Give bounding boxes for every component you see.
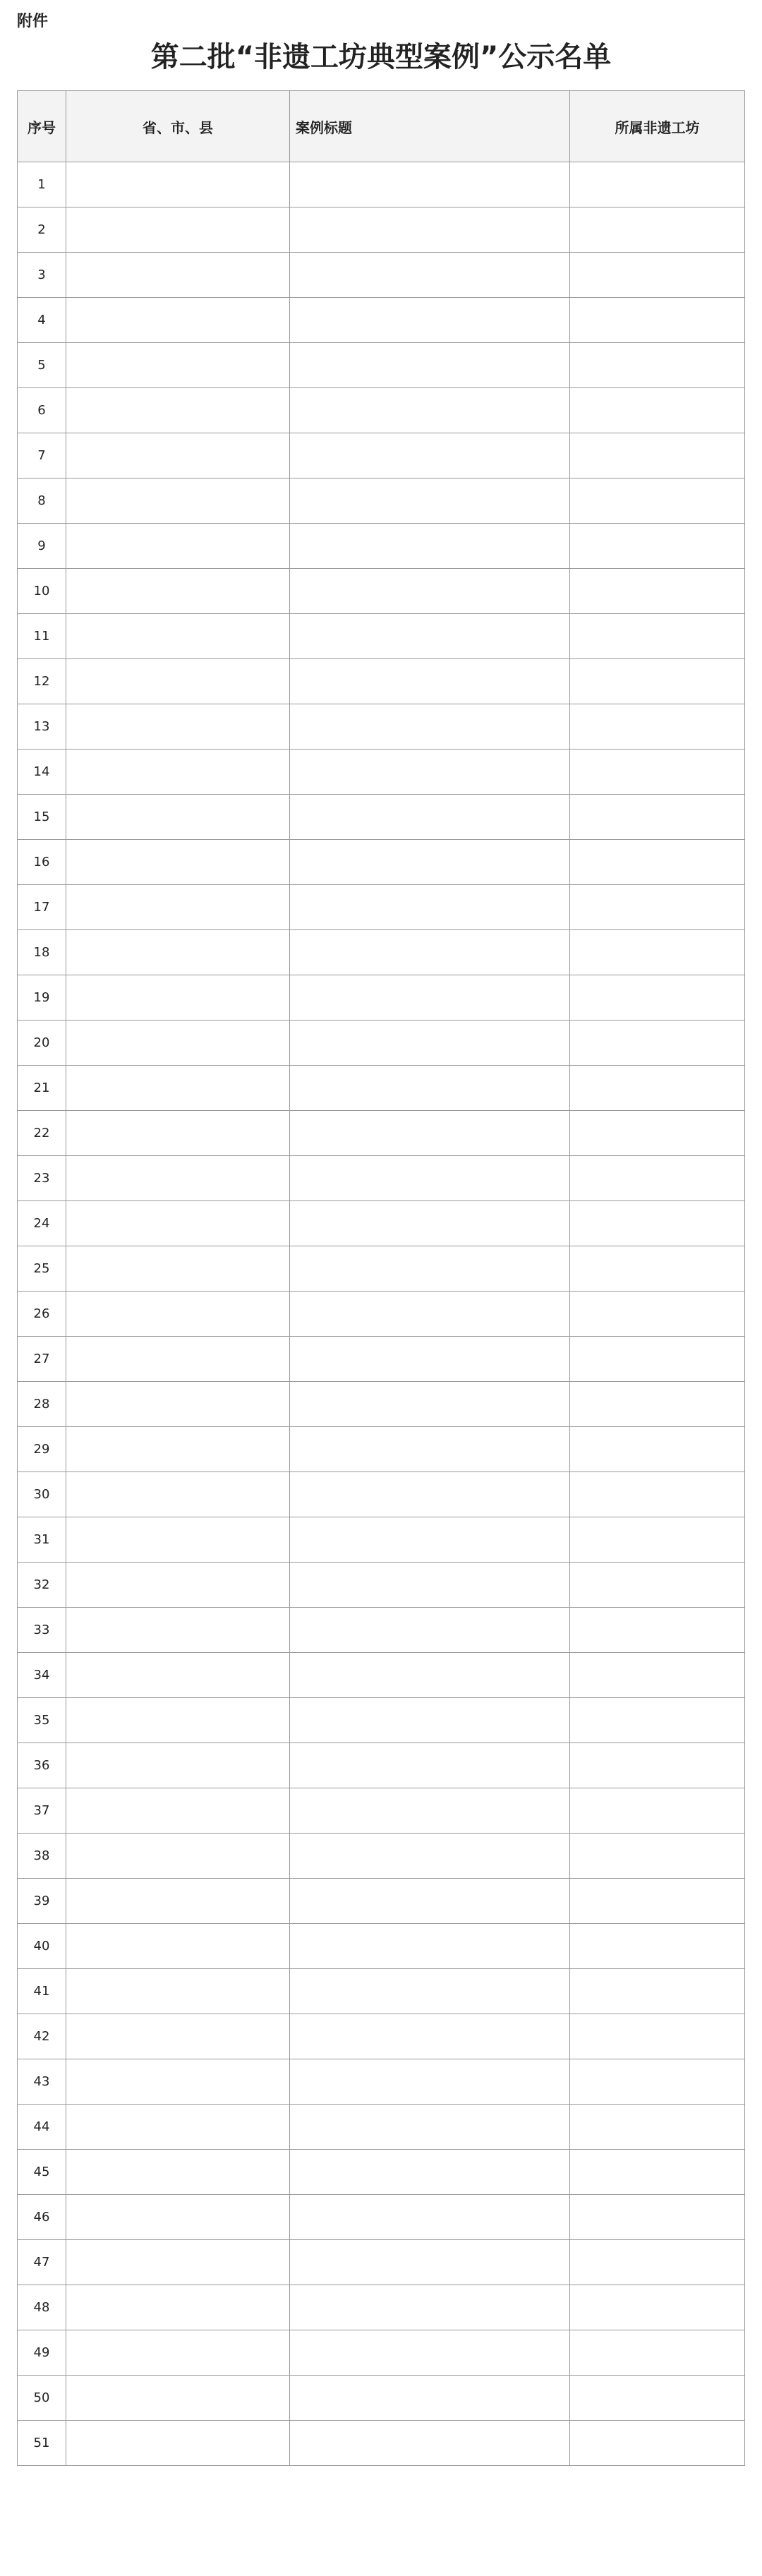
cell-case-title [290,659,570,704]
cell-case-title [290,614,570,659]
cell-location [66,2240,290,2285]
cell-case-title [290,2195,570,2240]
table-row [18,2195,745,2240]
cell-case-title [290,1292,570,1337]
cell-case-title [290,433,570,479]
table-row [18,2240,745,2285]
cell-workshop [570,1021,745,1066]
cell-case-title [290,704,570,750]
table-row [18,885,745,930]
cell-case-title [290,1156,570,1201]
cell-no: 38 [18,1834,66,1879]
cell-location [66,524,290,569]
cell-workshop [570,433,745,479]
table-row [18,1563,745,1608]
cell-case-title [290,1563,570,1608]
table-row [18,1472,745,1517]
cell-location [66,1563,290,1608]
cell-location [66,614,290,659]
cell-no: 51 [18,2421,66,2466]
cell-location [66,1924,290,1969]
cell-no: 30 [18,1472,66,1517]
table-row [18,1201,745,1246]
cell-location [66,1698,290,1743]
cell-location [66,433,290,479]
cell-case-title [290,2330,570,2376]
cell-workshop [570,1563,745,1608]
cell-case-title [290,1924,570,1969]
table-row [18,1382,745,1427]
cell-workshop [570,930,745,975]
cell-no: 4 [18,298,66,343]
cell-location [66,2285,290,2330]
cell-workshop [570,524,745,569]
cell-case-title [290,1653,570,1698]
cell-workshop [570,1653,745,1698]
table-row [18,1517,745,1563]
cell-workshop [570,2240,745,2285]
table-row [18,1427,745,1472]
table-row [18,1879,745,1924]
table-row [18,388,745,433]
cell-no: 43 [18,2059,66,2105]
cell-case-title [290,2240,570,2285]
table-row [18,1788,745,1834]
cell-no: 21 [18,1066,66,1111]
table-row [18,659,745,704]
cell-case-title [290,1472,570,1517]
cell-no: 41 [18,1969,66,2014]
table-row [18,2421,745,2466]
cell-location [66,1337,290,1382]
cell-location [66,388,290,433]
attachment-label: 附件 [17,13,49,30]
cell-workshop [570,2014,745,2059]
cell-location [66,207,290,253]
table-row [18,298,745,343]
table-row [18,2014,745,2059]
cell-location [66,1879,290,1924]
cell-location [66,2150,290,2195]
cell-workshop [570,840,745,885]
cell-location [66,1517,290,1563]
cell-location [66,1788,290,1834]
cell-workshop [570,1834,745,1879]
cell-location [66,1246,290,1292]
cell-no: 20 [18,1021,66,1066]
cell-workshop [570,1201,745,1246]
cell-case-title [290,1517,570,1563]
table-row [18,975,745,1021]
cell-location [66,1292,290,1337]
cell-no: 25 [18,1246,66,1292]
cell-case-title [290,1427,570,1472]
cell-no: 50 [18,2376,66,2421]
cell-workshop [570,343,745,388]
table-row [18,1834,745,1879]
cell-workshop [570,795,745,840]
cell-location [66,1066,290,1111]
cell-location [66,1382,290,1427]
cell-workshop [570,1292,745,1337]
case-list-table [17,90,745,2466]
cell-case-title [290,253,570,298]
cell-case-title [290,162,570,207]
cell-case-title [290,1743,570,1788]
table-row [18,795,745,840]
cell-workshop [570,1472,745,1517]
cell-no: 33 [18,1608,66,1653]
cell-location [66,298,290,343]
cell-case-title [290,1879,570,1924]
cell-location [66,930,290,975]
cell-case-title [290,2105,570,2150]
cell-location [66,1653,290,1698]
cell-workshop [570,1156,745,1201]
cell-case-title [290,840,570,885]
cell-no: 19 [18,975,66,1021]
cell-workshop [570,1879,745,1924]
cell-case-title [290,2059,570,2105]
table-row [18,1246,745,1292]
cell-workshop [570,1969,745,2014]
cell-location [66,343,290,388]
cell-workshop [570,1382,745,1427]
table-row [18,704,745,750]
cell-workshop [570,388,745,433]
cell-case-title [290,795,570,840]
cell-workshop [570,2195,745,2240]
cell-workshop [570,1427,745,1472]
page-title: 第二批“非遗工坊典型案例”公示名单 [150,41,612,73]
cell-no: 29 [18,1427,66,1472]
cell-workshop [570,659,745,704]
header-case-title: 案例标题 [290,91,570,162]
header-no: 序号 [18,91,66,162]
cell-case-title [290,207,570,253]
cell-location [66,2195,290,2240]
cell-location [66,2376,290,2421]
cell-location [66,1969,290,2014]
cell-case-title [290,930,570,975]
cell-case-title [290,1337,570,1382]
cell-workshop [570,2150,745,2195]
cell-no: 42 [18,2014,66,2059]
cell-case-title [290,343,570,388]
cell-workshop [570,1698,745,1743]
cell-no: 26 [18,1292,66,1337]
cell-location [66,975,290,1021]
cell-no: 27 [18,1337,66,1382]
cell-location [66,659,290,704]
cell-case-title [290,1608,570,1653]
cell-workshop [570,1517,745,1563]
table-row [18,1698,745,1743]
cell-no: 36 [18,1743,66,1788]
cell-case-title [290,524,570,569]
cell-workshop [570,1743,745,1788]
table-row [18,614,745,659]
header-location: 省、市、县 [66,91,290,162]
cell-no: 39 [18,1879,66,1924]
cell-location [66,1608,290,1653]
cell-location [66,1427,290,1472]
cell-location [66,2105,290,2150]
table-row [18,1608,745,1653]
cell-location [66,840,290,885]
cell-no: 17 [18,885,66,930]
table-row [18,2376,745,2421]
cell-workshop [570,1788,745,1834]
table-row [18,1066,745,1111]
cell-workshop [570,479,745,524]
table-row [18,253,745,298]
cell-no: 15 [18,795,66,840]
cell-workshop [570,2285,745,2330]
cell-location [66,2059,290,2105]
cell-workshop [570,253,745,298]
table-row [18,1111,745,1156]
table-row [18,1653,745,1698]
table-body [18,162,745,2466]
cell-no: 24 [18,1201,66,1246]
cell-case-title [290,1066,570,1111]
table-row [18,569,745,614]
cell-case-title [290,2421,570,2466]
cell-location [66,2330,290,2376]
table-row [18,479,745,524]
cell-no: 45 [18,2150,66,2195]
cell-case-title [290,1382,570,1427]
cell-no: 49 [18,2330,66,2376]
cell-no: 14 [18,750,66,795]
cell-case-title [290,1788,570,1834]
cell-workshop [570,2376,745,2421]
table-row [18,524,745,569]
cell-workshop [570,1608,745,1653]
cell-no: 48 [18,2285,66,2330]
cell-no: 22 [18,1111,66,1156]
cell-workshop [570,298,745,343]
cell-location [66,162,290,207]
cell-case-title [290,298,570,343]
cell-workshop [570,1066,745,1111]
table-row [18,162,745,207]
cell-workshop [570,2059,745,2105]
cell-workshop [570,569,745,614]
table-row [18,433,745,479]
cell-location [66,1021,290,1066]
cell-location [66,1156,290,1201]
cell-workshop [570,975,745,1021]
cell-no: 3 [18,253,66,298]
table-row [18,1156,745,1201]
cell-location [66,1472,290,1517]
cell-no: 34 [18,1653,66,1698]
cell-workshop [570,1246,745,1292]
cell-location [66,1743,290,1788]
cell-case-title [290,1246,570,1292]
table-row [18,1969,745,2014]
cell-location [66,569,290,614]
cell-case-title [290,1969,570,2014]
cell-workshop [570,207,745,253]
table-row [18,2330,745,2376]
table-header [18,91,745,162]
table-row [18,2285,745,2330]
cell-case-title [290,750,570,795]
cell-case-title [290,479,570,524]
cell-no: 18 [18,930,66,975]
cell-workshop [570,2330,745,2376]
cell-case-title [290,2014,570,2059]
cell-workshop [570,1111,745,1156]
cell-no: 2 [18,207,66,253]
cell-no: 9 [18,524,66,569]
table-row [18,930,745,975]
cell-no: 10 [18,569,66,614]
cell-location [66,750,290,795]
cell-case-title [290,975,570,1021]
cell-workshop [570,750,745,795]
cell-workshop [570,885,745,930]
cell-location [66,1111,290,1156]
cell-no: 46 [18,2195,66,2240]
cell-case-title [290,1698,570,1743]
cell-no: 7 [18,433,66,479]
table-row [18,1021,745,1066]
cell-case-title [290,2285,570,2330]
cell-no: 8 [18,479,66,524]
cell-location [66,885,290,930]
cell-case-title [290,388,570,433]
cell-no: 13 [18,704,66,750]
cell-no: 23 [18,1156,66,1201]
cell-location [66,2014,290,2059]
table-row [18,2105,745,2150]
table-row [18,343,745,388]
cell-case-title [290,1201,570,1246]
cell-no: 31 [18,1517,66,1563]
cell-location [66,704,290,750]
cell-no: 6 [18,388,66,433]
cell-no: 44 [18,2105,66,2150]
cell-case-title [290,885,570,930]
cell-no: 1 [18,162,66,207]
cell-workshop [570,2105,745,2150]
cell-workshop [570,162,745,207]
cell-workshop [570,2421,745,2466]
cell-case-title [290,1021,570,1066]
cell-workshop [570,1337,745,1382]
cell-no: 28 [18,1382,66,1427]
cell-no: 12 [18,659,66,704]
table-row [18,840,745,885]
cell-workshop [570,614,745,659]
cell-location [66,253,290,298]
table-row [18,1337,745,1382]
table-row [18,1292,745,1337]
cell-no: 32 [18,1563,66,1608]
cell-workshop [570,704,745,750]
table-row [18,207,745,253]
cell-case-title [290,1834,570,1879]
table-row [18,1924,745,1969]
cell-location [66,1201,290,1246]
cell-no: 35 [18,1698,66,1743]
cell-no: 11 [18,614,66,659]
cell-location [66,1834,290,1879]
cell-case-title [290,2376,570,2421]
cell-no: 47 [18,2240,66,2285]
cell-case-title [290,569,570,614]
cell-no: 37 [18,1788,66,1834]
cell-workshop [570,1924,745,1969]
cell-no: 5 [18,343,66,388]
cell-location [66,479,290,524]
table-row [18,750,745,795]
table-row [18,2059,745,2105]
cell-no: 16 [18,840,66,885]
cell-no: 40 [18,1924,66,1969]
table-row [18,1743,745,1788]
cell-location [66,795,290,840]
header-workshop: 所属非遗工坊 [570,91,745,162]
header-row [18,91,745,162]
cell-case-title [290,2150,570,2195]
cell-location [66,2421,290,2466]
table-row [18,2150,745,2195]
cell-case-title [290,1111,570,1156]
